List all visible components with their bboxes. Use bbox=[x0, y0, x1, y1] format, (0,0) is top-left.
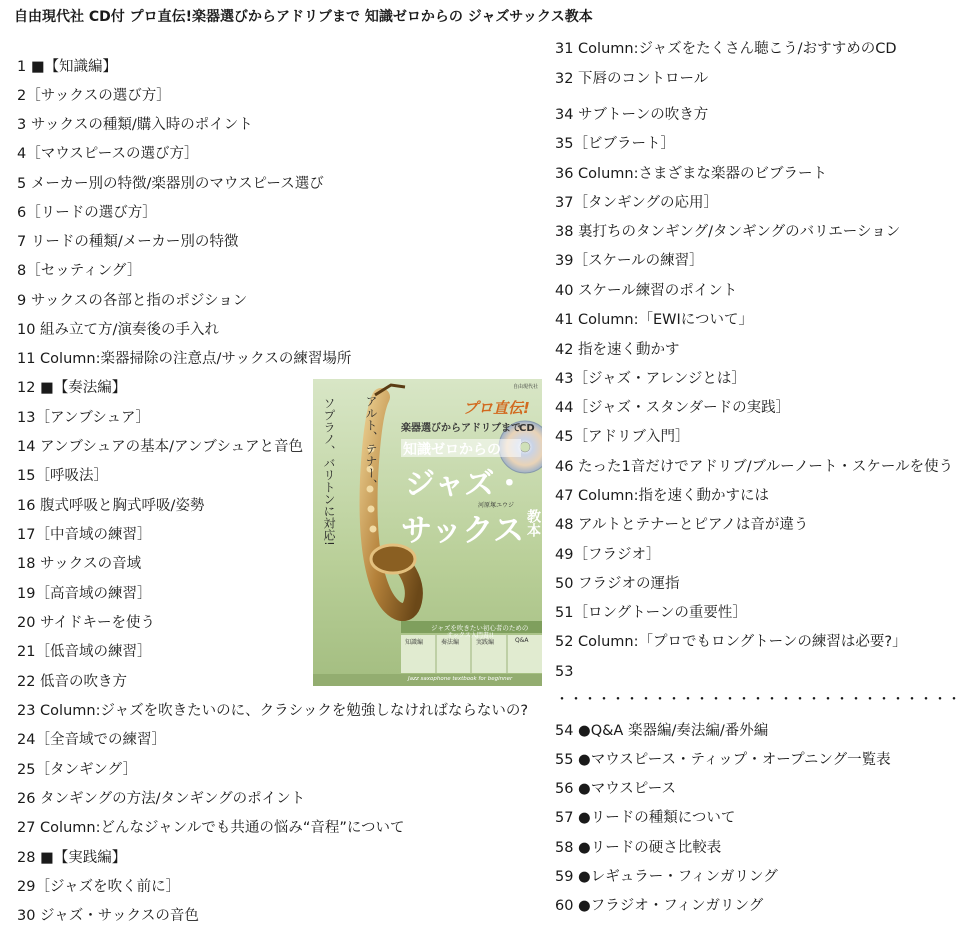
toc-left-item: 29［ジャズを吹く前に］ bbox=[17, 879, 181, 895]
toc-right-item: 56 ●マウスピース bbox=[555, 781, 676, 797]
cover-section-4: Q&A bbox=[515, 637, 529, 644]
toc-right-item: 32 下唇のコントロール bbox=[555, 71, 709, 87]
toc-left-item: 20 サイドキーを使う bbox=[17, 615, 156, 631]
cover-title-line2: サックス bbox=[401, 513, 525, 549]
cover-tagline: ジャズを吹きたい初心者のための bbox=[431, 624, 529, 632]
cover-vertical-text-1: アルト、テナー、 bbox=[364, 395, 378, 491]
toc-left-item: 18 サックスの音域 bbox=[17, 556, 142, 572]
cover-cd-label: CD bbox=[519, 423, 535, 434]
cover-tagline-2: サックス入門書!! bbox=[447, 632, 494, 639]
toc-right-item: 49［フラジオ］ bbox=[555, 547, 661, 563]
toc-left-item: 23 Column:ジャズを吹きたいのに、クラシックを勉強しなければならないの? bbox=[17, 703, 529, 719]
cover-section-1: 知識編 bbox=[405, 639, 424, 646]
cover-pro-label: プロ直伝! bbox=[463, 399, 530, 417]
toc-left-item: 14 アンブシュアの基本/アンブシュアと音色 bbox=[17, 439, 304, 455]
cover-author: 河原塚ユウジ bbox=[478, 502, 515, 509]
toc-right-item: 44［ジャズ・スタンダードの実践］ bbox=[555, 400, 791, 416]
page-title: 自由現代社 CD付 プロ直伝!楽器選びからアドリブまで 知識ゼロからの ジャズサックス教本 bbox=[14, 9, 593, 25]
cover-title-line1: ジャズ・ bbox=[405, 467, 525, 502]
cover-publisher: 自由現代社 bbox=[513, 384, 539, 390]
toc-left-item: 24［全音域での練習］ bbox=[17, 732, 166, 748]
toc-right-item: 47 Column:指を速く動かすには bbox=[555, 488, 769, 504]
toc-left-item: 26 タンギングの方法/タンギングのポイント bbox=[17, 791, 306, 807]
toc-left-item: 7 リードの種類/メーカー別の特徴 bbox=[17, 234, 239, 250]
toc-left-item: 25［タンギング］ bbox=[17, 762, 138, 778]
toc-right-item: 37［タンギングの応用］ bbox=[555, 195, 719, 211]
cover-section-3: 実践編 bbox=[476, 639, 495, 646]
cover-section-2: 奏法編 bbox=[441, 639, 460, 646]
toc-right-item: 58 ●リードの硬さ比較表 bbox=[555, 840, 722, 856]
toc-right-item: 41 Column:「EWIについて」 bbox=[555, 312, 753, 328]
toc-left-item: 30 ジャズ・サックスの音色 bbox=[17, 908, 199, 924]
toc-right-item: 35［ビブラート］ bbox=[555, 136, 675, 152]
dotted-separator: ・・・・・・・・・・・・・・・・・・・・・・・・・・・・・ bbox=[555, 692, 961, 708]
toc-right-item: 46 たった1音だけでアドリブ/ブルーノート・スケールを使う bbox=[555, 459, 954, 475]
toc-left-item: 16 腹式呼吸と胸式呼吸/姿勢 bbox=[17, 498, 205, 514]
toc-left-item: 4［マウスピースの選び方］ bbox=[17, 146, 199, 162]
toc-left-item: 27 Column:どんなジャンルでも共通の悩み“音程”について bbox=[17, 820, 405, 836]
toc-left-item: 17［中音域の練習］ bbox=[17, 527, 152, 543]
toc-left-item: 5 メーカー別の特徴/楽器別のマウスピース選び bbox=[17, 176, 324, 192]
toc-left-item: 9 サックスの各部と指のポジション bbox=[17, 293, 248, 309]
toc-left-item: 11 Column:楽器掃除の注意点/サックスの練習場所 bbox=[17, 351, 352, 367]
toc-left-item: 28 ■【実践編】 bbox=[17, 850, 127, 866]
toc-left-item: 19［高音域の練習］ bbox=[17, 586, 152, 602]
toc-right-item: 50 フラジオの運指 bbox=[555, 576, 680, 592]
toc-right-item: 43［ジャズ・アレンジとは］ bbox=[555, 371, 746, 387]
toc-right-item: 51［ロングトーンの重要性］ bbox=[555, 605, 747, 621]
toc-left-item: 12 ■【奏法編】 bbox=[17, 380, 127, 396]
toc-left-item: 1 ■【知識編】 bbox=[17, 59, 118, 75]
toc-left-item: 13［アンブシュア］ bbox=[17, 410, 150, 426]
toc-right-item: 45［アドリブ入門］ bbox=[555, 429, 690, 445]
toc-right-item: 55 ●マウスピース・ティップ・オープニング一覧表 bbox=[555, 752, 891, 768]
toc-right-item: 48 アルトとテナーとピアノは音が違う bbox=[555, 517, 809, 533]
toc-right-column bbox=[555, 0, 961, 939]
toc-left-item: 10 組み立て方/演奏後の手入れ bbox=[17, 322, 219, 338]
toc-right-item: 36 Column:さまざまな楽器のビブラート bbox=[555, 166, 827, 182]
toc-right-item: 39［スケールの練習］ bbox=[555, 253, 704, 269]
toc-left-item: 2［サックスの選び方］ bbox=[17, 88, 171, 104]
toc-right-item: 34 サブトーンの吹き方 bbox=[555, 107, 709, 123]
toc-left-item: 22 低音の吹き方 bbox=[17, 674, 128, 690]
toc-right-item: 31 Column:ジャズをたくさん聴こう/おすすめのCD bbox=[555, 41, 897, 57]
toc-right-item: 54 ●Q&A 楽器編/奏法編/番外編 bbox=[555, 723, 769, 739]
toc-left-item: 6［リードの選び方］ bbox=[17, 205, 157, 221]
cover-vertical-text-2: ソプラノ、バリトンに対応! bbox=[322, 397, 336, 546]
toc-right-item: 53 bbox=[555, 664, 574, 680]
toc-left-item: 15［呼吸法］ bbox=[17, 468, 108, 484]
toc-right-item: 42 指を速く動かす bbox=[555, 342, 680, 358]
toc-right-item: 52 Column:「プロでもロングトーンの練習は必要?」 bbox=[555, 634, 907, 650]
cover-subtitle: 楽器選びからアドリブまで bbox=[401, 423, 521, 434]
book-cover-image bbox=[313, 379, 542, 686]
toc-right-item: 38 裏打ちのタンギング/タンギングのバリエーション bbox=[555, 224, 901, 240]
toc-right-item: 40 スケール練習のポイント bbox=[555, 283, 738, 299]
cover-knowledge: 知識ゼロからの bbox=[403, 442, 501, 458]
cover-kyohon: 教本 bbox=[525, 509, 541, 537]
toc-right-item: 57 ●リードの種類について bbox=[555, 810, 736, 826]
toc-right-item: 59 ●レギュラー・フィンガリング bbox=[555, 869, 778, 885]
toc-right-item: 60 ●フラジオ・フィンガリング bbox=[555, 898, 764, 914]
toc-left-item: 3 サックスの種類/購入時のポイント bbox=[17, 117, 253, 133]
toc-left-item: 21［低音域の練習］ bbox=[17, 644, 152, 660]
toc-left-item: 8［セッティング］ bbox=[17, 263, 142, 279]
cover-english: Jazz saxophone textbook for beginner bbox=[408, 676, 513, 682]
